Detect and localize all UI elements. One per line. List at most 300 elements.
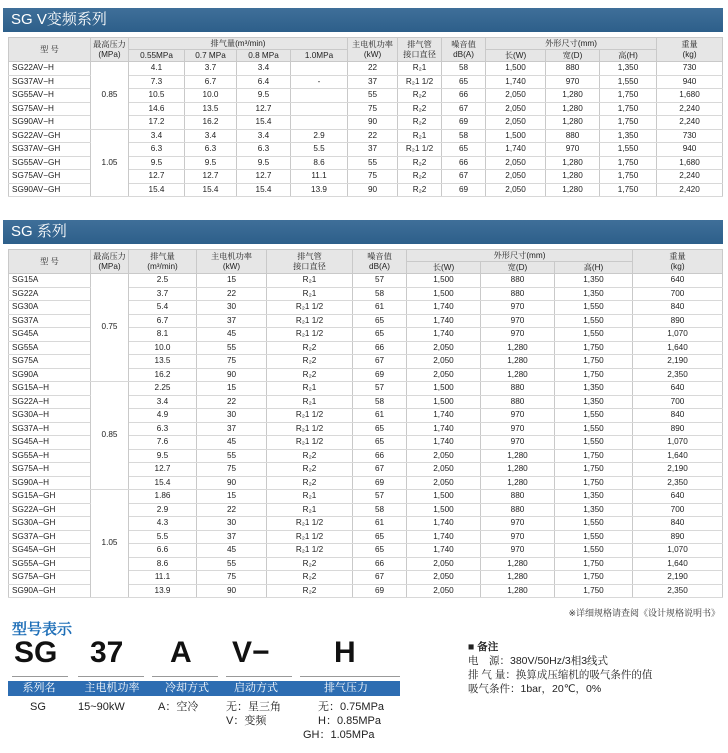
- table-cell: 2.5: [129, 274, 197, 288]
- table-cell: 69: [353, 368, 407, 382]
- col-width: 宽(D): [546, 50, 600, 62]
- code-cooling: A: [170, 636, 192, 669]
- col-model: 型 号: [9, 38, 91, 62]
- table-cell: 55: [197, 449, 267, 463]
- table-cell: R₂1 1/2: [267, 530, 353, 544]
- legend-header-pressure: 排气压力: [324, 682, 368, 694]
- col-air-delivery: 排气量(m³/min): [129, 38, 348, 50]
- table-cell: R₂2: [398, 156, 442, 170]
- table-cell: 1,280: [481, 368, 555, 382]
- col-max-pressure: 最高压力 (MPa): [91, 38, 129, 62]
- table-cell: 970: [546, 75, 600, 89]
- table-cell: 970: [546, 143, 600, 157]
- table-cell: 700: [633, 395, 723, 409]
- model-cell: SG37A: [9, 314, 91, 328]
- table-cell: 970: [481, 530, 555, 544]
- table-cell: 1,750: [555, 557, 633, 571]
- underline-pressure: [300, 676, 400, 677]
- notes-intake-conditions: 吸气条件：1bar，20℃，0%: [468, 683, 602, 695]
- table-cell: 6.3: [129, 143, 185, 157]
- table-cell: 2,240: [657, 116, 723, 130]
- table-cell: 1,500: [407, 490, 481, 504]
- table-cell: 67: [353, 571, 407, 585]
- table-cell: 65: [353, 422, 407, 436]
- col-height: 高(H): [600, 50, 657, 62]
- table-cell: R₂1: [267, 287, 353, 301]
- table-cell: 2.25: [129, 382, 197, 396]
- table-cell: 22: [348, 62, 398, 76]
- table-cell: R₂1: [398, 129, 442, 143]
- table-cell: 57: [353, 274, 407, 288]
- table-cell: 4.1: [129, 62, 185, 76]
- table-row: [9, 62, 723, 76]
- table-cell: -: [291, 75, 348, 89]
- sgv-spec-table: [8, 37, 723, 197]
- table-cell: 61: [353, 301, 407, 315]
- table-cell: 15.4: [129, 476, 197, 490]
- table-cell: R₂2: [267, 557, 353, 571]
- table-cell: 1,750: [555, 571, 633, 585]
- table-cell: 10.5: [129, 89, 185, 103]
- legend-header-start: 启动方式: [234, 682, 278, 694]
- legend-header-cooling: 冷却方式: [165, 682, 209, 694]
- table-cell: 1,680: [657, 156, 723, 170]
- table-cell: 2,050: [486, 116, 546, 130]
- col-air-delivery: 排气量 (m³/min): [129, 250, 197, 274]
- model-cell: SG37AV−GH: [9, 143, 91, 157]
- table-cell: R₂1 1/2: [267, 328, 353, 342]
- model-cell: SG75AV−GH: [9, 170, 91, 184]
- table-cell: 45: [197, 544, 267, 558]
- table-cell: R₂2: [267, 571, 353, 585]
- table-cell: 1,500: [407, 395, 481, 409]
- table-cell: 1,740: [407, 517, 481, 531]
- table-cell: 970: [481, 544, 555, 558]
- table-cell: 970: [481, 517, 555, 531]
- table-cell: 58: [442, 129, 486, 143]
- table-cell: 2,420: [657, 183, 723, 197]
- table-cell: 700: [633, 503, 723, 517]
- legend-pressure-h: H：0.85MPa: [318, 715, 381, 727]
- table-cell: 57: [353, 490, 407, 504]
- table-cell: R₂1 1/2: [398, 143, 442, 157]
- table-cell: 970: [481, 409, 555, 423]
- table-cell: 1,740: [486, 143, 546, 157]
- table-cell: 1,280: [481, 463, 555, 477]
- table-cell: 1,350: [555, 274, 633, 288]
- notes-air-delivery: 排 气 量：换算成压缩机的吸气条件的值: [468, 669, 653, 681]
- model-cell: SG22A−H: [9, 395, 91, 409]
- col-dims: 外形尺寸(mm): [407, 250, 633, 262]
- table-cell: 1,740: [407, 314, 481, 328]
- model-cell: SG90A−H: [9, 476, 91, 490]
- table-cell: 1,640: [633, 557, 723, 571]
- table-cell: R₂2: [267, 368, 353, 382]
- model-cell: SG90AV−GH: [9, 183, 91, 197]
- legend-header-series: 系列名: [22, 682, 56, 694]
- table-cell: 1,350: [555, 395, 633, 409]
- table-cell: 1,280: [546, 102, 600, 116]
- table-cell: 2.9: [129, 503, 197, 517]
- table-cell: R₂1 1/2: [267, 409, 353, 423]
- table-cell: R₂1: [267, 490, 353, 504]
- table-cell: 1,750: [555, 584, 633, 598]
- table-cell: 90: [197, 476, 267, 490]
- table-cell: 15.4: [185, 183, 237, 197]
- table-cell: 15.4: [237, 116, 291, 130]
- table-cell: 2,190: [633, 355, 723, 369]
- table-cell: 2,050: [486, 89, 546, 103]
- table-cell: 45: [197, 436, 267, 450]
- table-cell: 1,750: [600, 89, 657, 103]
- table-cell: 13.5: [185, 102, 237, 116]
- table-cell: 15: [197, 382, 267, 396]
- table-cell: 66: [353, 341, 407, 355]
- col-noise: 噪音值 dB(A): [353, 250, 407, 274]
- table-cell: 1,070: [633, 544, 723, 558]
- table-cell: 15.4: [237, 183, 291, 197]
- table-cell: 1,550: [555, 409, 633, 423]
- sg-spec-table: [8, 249, 723, 598]
- table-cell: 67: [442, 170, 486, 184]
- code-power: 37: [90, 636, 124, 669]
- table-cell: 14.6: [129, 102, 185, 116]
- code-start: V−: [232, 636, 270, 669]
- table-cell: 9.5: [129, 449, 197, 463]
- table-cell: 880: [481, 382, 555, 396]
- table-cell: 37: [197, 422, 267, 436]
- table-cell: R₂1 1/2: [267, 544, 353, 558]
- table-cell: [291, 102, 348, 116]
- table-cell: 1,280: [546, 183, 600, 197]
- table-cell: 1,740: [407, 436, 481, 450]
- table-cell: 7.3: [129, 75, 185, 89]
- col-model: 型 号: [9, 250, 91, 274]
- table-cell: 69: [442, 116, 486, 130]
- model-cell: SG30A: [9, 301, 91, 315]
- table-cell: 1,740: [407, 301, 481, 315]
- table-cell: 730: [657, 129, 723, 143]
- pressure-group-cell: 0.75: [91, 274, 129, 382]
- table-cell: 30: [197, 301, 267, 315]
- table-cell: 3.4: [185, 129, 237, 143]
- table-cell: 2,240: [657, 170, 723, 184]
- legend-header-power: 主电机功率: [84, 682, 140, 694]
- table-cell: 65: [353, 544, 407, 558]
- table-cell: 1,550: [555, 422, 633, 436]
- table-cell: 12.7: [185, 170, 237, 184]
- table-cell: R₂2: [398, 89, 442, 103]
- table-cell: 1,550: [600, 75, 657, 89]
- col-length: 长(W): [486, 50, 546, 62]
- table-cell: 67: [442, 102, 486, 116]
- table-cell: 58: [353, 503, 407, 517]
- legend-series-value: SG: [30, 701, 46, 713]
- table-cell: 65: [353, 314, 407, 328]
- table-cell: R₂2: [398, 102, 442, 116]
- table-cell: 1,750: [555, 368, 633, 382]
- table-cell: 75: [348, 170, 398, 184]
- col-p2: 0.7 MPa: [185, 50, 237, 62]
- table-cell: 2,050: [407, 557, 481, 571]
- col-weight: 重量 (kg): [657, 38, 723, 62]
- table-cell: 12.7: [237, 170, 291, 184]
- table-cell: R₂2: [267, 584, 353, 598]
- table-cell: 1,280: [546, 89, 600, 103]
- model-cell: SG45A−H: [9, 436, 91, 450]
- table-cell: 2,190: [633, 571, 723, 585]
- legend-start-star: 无：星三角: [226, 701, 281, 713]
- underline-start: [226, 676, 292, 677]
- table-cell: 9.5: [129, 156, 185, 170]
- table-cell: 1,350: [600, 129, 657, 143]
- table-row: [9, 382, 723, 396]
- table-cell: 1,280: [481, 557, 555, 571]
- table-cell: 880: [546, 62, 600, 76]
- table-cell: 13.9: [291, 183, 348, 197]
- table-cell: 10.0: [129, 341, 197, 355]
- table-cell: 58: [442, 62, 486, 76]
- table-row: [9, 490, 723, 504]
- table-cell: 840: [633, 301, 723, 315]
- table-cell: 2,350: [633, 584, 723, 598]
- table-cell: 69: [442, 183, 486, 197]
- table-cell: 65: [353, 530, 407, 544]
- table-cell: 12.7: [237, 102, 291, 116]
- table-cell: 1,070: [633, 328, 723, 342]
- spec-footnote: ※详细规格请查阅《设计规格说明书》: [568, 608, 720, 618]
- table-cell: 61: [353, 517, 407, 531]
- table-cell: 880: [481, 274, 555, 288]
- code-series: SG: [14, 636, 58, 669]
- table-cell: 5.5: [291, 143, 348, 157]
- table-cell: 840: [633, 409, 723, 423]
- col-max-pressure: 最高压力 (MPa): [91, 250, 129, 274]
- table-cell: 55: [348, 156, 398, 170]
- table-cell: R₂1: [267, 274, 353, 288]
- col-width: 宽(D): [481, 262, 555, 274]
- table-cell: 3.7: [185, 62, 237, 76]
- table-cell: 1,500: [407, 382, 481, 396]
- table-cell: 65: [442, 75, 486, 89]
- table-cell: 1,500: [407, 287, 481, 301]
- table-cell: R₂2: [267, 449, 353, 463]
- table-cell: R₂2: [398, 116, 442, 130]
- table-cell: 2,240: [657, 102, 723, 116]
- table-cell: 1,280: [481, 584, 555, 598]
- table-cell: 66: [442, 89, 486, 103]
- table-cell: 9.5: [185, 156, 237, 170]
- table-cell: 69: [353, 584, 407, 598]
- table-cell: 55: [197, 341, 267, 355]
- table-cell: 5.5: [129, 530, 197, 544]
- model-cell: SG15A−H: [9, 382, 91, 396]
- table-cell: 890: [633, 314, 723, 328]
- table-cell: 970: [481, 301, 555, 315]
- model-cell: SG22AV−H: [9, 62, 91, 76]
- table-cell: 1,280: [546, 116, 600, 130]
- table-cell: 66: [353, 449, 407, 463]
- col-p4: 1.0MPa: [291, 50, 348, 62]
- table-cell: 1,750: [555, 476, 633, 490]
- table-cell: 6.7: [129, 314, 197, 328]
- table-cell: 1,070: [633, 436, 723, 450]
- table-cell: 17.2: [129, 116, 185, 130]
- table-cell: 1,550: [555, 530, 633, 544]
- notes-power-supply: 电 源：380V/50Hz/3相3线式: [468, 655, 609, 667]
- table-cell: 2,050: [407, 463, 481, 477]
- table-cell: 37: [348, 143, 398, 157]
- table-cell: 640: [633, 490, 723, 504]
- table-cell: 8.6: [291, 156, 348, 170]
- table-cell: 1,500: [407, 274, 481, 288]
- table-cell: 1,750: [555, 355, 633, 369]
- table-cell: 1,750: [555, 449, 633, 463]
- underline-power: [78, 676, 144, 677]
- sg-section-title: SG 系列: [3, 220, 723, 244]
- table-cell: 1,640: [633, 449, 723, 463]
- table-cell: 1,750: [600, 183, 657, 197]
- table-cell: 11.1: [129, 571, 197, 585]
- notes-block: [468, 640, 652, 696]
- table-cell: 12.7: [129, 463, 197, 477]
- underline-cooling: [152, 676, 218, 677]
- table-cell: R₂1 1/2: [267, 301, 353, 315]
- table-cell: R₂1: [398, 62, 442, 76]
- table-cell: R₂2: [267, 355, 353, 369]
- table-cell: 1,350: [555, 382, 633, 396]
- table-cell: 6.3: [237, 143, 291, 157]
- table-cell: 1,550: [555, 436, 633, 450]
- table-cell: 90: [348, 116, 398, 130]
- col-noise: 噪音值 dB(A): [442, 38, 486, 62]
- table-cell: 2.9: [291, 129, 348, 143]
- table-cell: [291, 62, 348, 76]
- table-cell: 15: [197, 274, 267, 288]
- table-cell: 65: [442, 143, 486, 157]
- model-cell: SG30A−H: [9, 409, 91, 423]
- table-cell: 75: [197, 355, 267, 369]
- sgv-section-title: SG V变频系列: [3, 8, 723, 32]
- table-cell: 5.4: [129, 301, 197, 315]
- table-cell: 1,280: [546, 170, 600, 184]
- legend-pressure-std: 无：0.75MPa: [318, 701, 385, 713]
- table-cell: 57: [353, 382, 407, 396]
- table-cell: 2,050: [407, 584, 481, 598]
- table-cell: 1.86: [129, 490, 197, 504]
- table-cell: 2,050: [486, 183, 546, 197]
- table-cell: 1,550: [555, 517, 633, 531]
- table-cell: 22: [197, 287, 267, 301]
- table-cell: 6.4: [237, 75, 291, 89]
- table-cell: 1,740: [407, 328, 481, 342]
- table-cell: R₂1: [267, 503, 353, 517]
- table-cell: 1,740: [407, 409, 481, 423]
- model-cell: SG90A−GH: [9, 584, 91, 598]
- table-cell: 90: [197, 584, 267, 598]
- table-cell: 75: [197, 571, 267, 585]
- table-cell: 13.9: [129, 584, 197, 598]
- table-cell: 970: [481, 422, 555, 436]
- table-cell: 6.3: [185, 143, 237, 157]
- table-cell: 1,750: [555, 341, 633, 355]
- table-cell: R₂1 1/2: [267, 436, 353, 450]
- table-cell: 2,050: [407, 571, 481, 585]
- model-cell: SG45A: [9, 328, 91, 342]
- model-cell: SG55AV−GH: [9, 156, 91, 170]
- table-cell: R₂1 1/2: [267, 314, 353, 328]
- table-cell: R₂1: [267, 395, 353, 409]
- table-cell: 1,280: [481, 571, 555, 585]
- table-cell: 1,550: [555, 314, 633, 328]
- model-cell: SG15A: [9, 274, 91, 288]
- table-cell: 75: [348, 102, 398, 116]
- table-cell: 2,050: [486, 170, 546, 184]
- table-cell: 1,740: [407, 530, 481, 544]
- table-cell: 6.6: [129, 544, 197, 558]
- model-cell: SG75A−H: [9, 463, 91, 477]
- table-cell: 1,280: [481, 355, 555, 369]
- legend-pressure-gh: GH：1.05MPa: [303, 729, 375, 741]
- table-cell: R₂2: [267, 476, 353, 490]
- table-cell: 55: [348, 89, 398, 103]
- table-cell: R₂2: [267, 341, 353, 355]
- table-cell: 13.5: [129, 355, 197, 369]
- table-cell: 10.0: [185, 89, 237, 103]
- model-cell: SG90AV−H: [9, 116, 91, 130]
- table-cell: 8.6: [129, 557, 197, 571]
- table-cell: 3.7: [129, 287, 197, 301]
- table-cell: 1,640: [633, 341, 723, 355]
- legend-start-vfd: V：变频: [226, 715, 267, 727]
- table-cell: 8.1: [129, 328, 197, 342]
- table-cell: 1,750: [600, 170, 657, 184]
- table-cell: 1,500: [407, 503, 481, 517]
- underline-series: [12, 676, 68, 677]
- model-cell: SG37A−GH: [9, 530, 91, 544]
- table-cell: 1,280: [481, 476, 555, 490]
- model-cell: SG55A−GH: [9, 557, 91, 571]
- model-cell: SG55A: [9, 341, 91, 355]
- table-cell: 730: [657, 62, 723, 76]
- col-motor: 主电机功率 (kW): [197, 250, 267, 274]
- table-cell: 640: [633, 274, 723, 288]
- table-cell: R₂2: [267, 463, 353, 477]
- table-cell: R₂1: [267, 382, 353, 396]
- table-cell: 1,280: [546, 156, 600, 170]
- model-cell: SG15A−GH: [9, 490, 91, 504]
- table-cell: 2,050: [407, 341, 481, 355]
- table-cell: 3.4: [129, 129, 185, 143]
- model-cell: SG75AV−H: [9, 102, 91, 116]
- table-cell: 9.5: [237, 89, 291, 103]
- col-p3: 0.8 MPa: [237, 50, 291, 62]
- model-cell: SG45A−GH: [9, 544, 91, 558]
- table-cell: 1,550: [555, 301, 633, 315]
- table-cell: 1,740: [407, 422, 481, 436]
- table-cell: 22: [197, 503, 267, 517]
- table-cell: [291, 89, 348, 103]
- table-cell: 37: [197, 530, 267, 544]
- legend-power-value: 15~90kW: [78, 701, 125, 713]
- pressure-group-cell: 1.05: [91, 490, 129, 598]
- table-cell: 37: [197, 314, 267, 328]
- col-outlet: 排气管 接口直径: [398, 38, 442, 62]
- table-cell: 75: [197, 463, 267, 477]
- table-cell: 4.9: [129, 409, 197, 423]
- table-cell: 1,350: [555, 490, 633, 504]
- table-cell: 1,500: [486, 62, 546, 76]
